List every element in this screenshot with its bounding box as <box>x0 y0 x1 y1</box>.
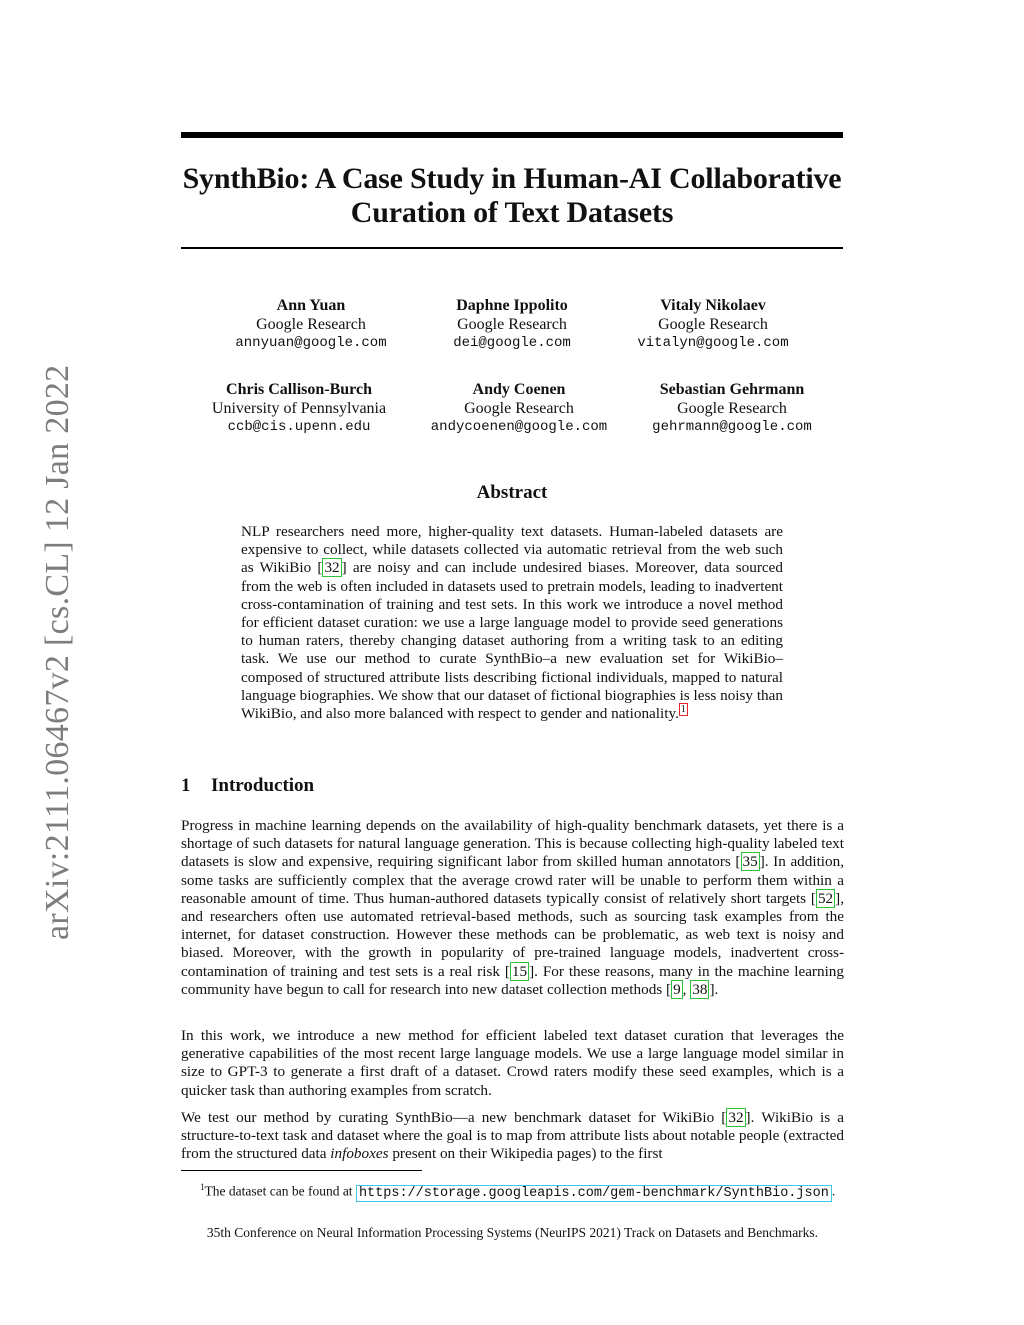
author-affiliation: Google Research <box>658 316 768 333</box>
author-name: Andy Coenen <box>472 381 566 398</box>
author-name: Ann Yuan <box>276 297 346 314</box>
intro-paragraph-1 <box>181 817 844 999</box>
conference-footer: 35th Conference on Neural Information Processing Systems (NeurIPS 2021) Track on Datasets and Benchmarks. <box>206 1225 819 1240</box>
citation-link[interactable]: 35 <box>742 853 758 871</box>
paper-title <box>150 162 874 230</box>
abstract-body <box>241 523 783 723</box>
citation-link[interactable]: 32 <box>728 1109 744 1126</box>
body-text: present on their Wikipedia pages) to the first <box>388 1145 663 1163</box>
footnote-text: . <box>831 1183 836 1199</box>
footnote-link[interactable]: 1 <box>680 703 686 715</box>
author-block <box>196 296 426 353</box>
footnote-text: The dataset can be found at <box>204 1183 356 1199</box>
section-heading <box>181 775 314 797</box>
author-email[interactable]: gehrmann@google.com <box>652 419 812 435</box>
citation-link[interactable]: 38 <box>692 980 708 998</box>
author-email[interactable]: ccb@cis.upenn.edu <box>227 419 371 435</box>
section-title: Introduction <box>211 775 315 796</box>
citation-link[interactable]: 15 <box>511 962 528 980</box>
footnote-rule <box>181 1170 422 1171</box>
citation-link[interactable]: 9 <box>673 980 681 998</box>
abstract-text: NLP researchers need more, higher-quality text datasets. Human-labeled datasets are expensive to collect, while datasets collected via automatic retrieval from the web such as WikiBio [ <box>241 523 783 577</box>
footnote-mark: 1 <box>200 1182 205 1192</box>
author-affiliation: Google Research <box>464 400 574 417</box>
section-number: 1 <box>181 775 191 796</box>
title-bottom-rule <box>181 247 843 249</box>
author-block <box>184 380 414 437</box>
author-email[interactable]: annyuan@google.com <box>235 335 387 351</box>
author-name: Chris Callison-Burch <box>226 381 372 398</box>
citation-link[interactable]: 32 <box>324 559 340 577</box>
author-affiliation: Google Research <box>457 316 567 333</box>
body-text: Progress in machine learning depends on the availability of high-quality benchmark datasets, yet there is a shortage of such datasets for natural language generation. This is because collecting high-quality labeled text datasets is slow and expensive, requiring significant labor from skilled human annotators [ <box>181 817 844 871</box>
body-text: , <box>682 980 691 998</box>
author-email[interactable]: dei@google.com <box>453 335 571 351</box>
title-top-rule <box>181 132 843 138</box>
author-email[interactable]: andycoenen@google.com <box>430 419 608 435</box>
author-block <box>397 296 627 353</box>
body-text: ]. WikiBio is a structure-to-text task and dataset where the goal is to map from attribute lists about notable people (extracted from the structured data <box>181 1109 844 1163</box>
dataset-url-link[interactable]: https://storage.googleapis.com/gem-benchmark/SynthBio.json <box>356 1185 832 1202</box>
author-affiliation: Google Research <box>677 400 787 417</box>
author-affiliation: University of Pennsylvania <box>211 400 387 417</box>
abstract-heading: Abstract <box>476 482 548 503</box>
title-line-1: SynthBio: A Case Study in Human-AI Collaborative <box>182 162 842 195</box>
author-block <box>617 380 847 437</box>
author-affiliation: Google Research <box>256 316 366 333</box>
abstract-text: ] are noisy and can include undesired biases. Moreover, data sourced from the web is often included in datasets used to pretrain models, leading to inadvertent cross-contamination of training and test sets. In this work we introduce a novel method for efficient dataset curation: we use a large language model to provide seed generations to human raters, thereby changing dataset authoring from a writing task to an editing task. We use our method to curate SynthBio–a new evaluation set for WikiBio– composed of structured attribute lists describing fictional individuals, mapped to natural language biographies. We show that our dataset of fictional biographies is less noisy than WikiBio, and also more balanced with respect to gender and nationality. <box>241 559 783 723</box>
body-text: ]. <box>709 980 719 998</box>
body-text: ]. In addition, some tasks are sufficiently complex that the average crowd rater will be unable to perform them within a reasonable amount of time. Thus human-authored datasets typically consist of relatively short targets [ <box>181 853 845 907</box>
arxiv-identifier: arXiv:2111.06467v2 [cs.CL] 12 Jan 2022 <box>39 364 76 940</box>
author-email[interactable]: vitalyn@google.com <box>637 335 789 351</box>
author-block <box>598 296 828 353</box>
footnote <box>200 1178 860 1203</box>
emphasis-text: infoboxes <box>330 1145 389 1163</box>
author-name: Vitaly Nikolaev <box>660 297 766 314</box>
body-text: ]. For these reasons, many in the machine learning community have begun to call for research into new dataset collection methods [ <box>181 962 844 998</box>
author-name: Sebastian Gehrmann <box>659 381 805 398</box>
citation-link[interactable]: 52 <box>817 889 834 907</box>
intro-paragraph-3 <box>181 1109 844 1164</box>
author-block <box>404 380 634 437</box>
author-name: Daphne Ippolito <box>456 297 568 314</box>
body-text: ], and researchers often use automated retrieval-based methods, such as sourcing task examples from the internet, for dataset construction. However these methods can be problematic, as web text is noisy and biased. Moreover, with the growth in popularity of pre-trained language models, inadvertent cross-contamination of training and test sets is a real risk [ <box>181 889 844 980</box>
body-text: We test our method by curating SynthBio—a new benchmark dataset for WikiBio [ <box>181 1109 727 1126</box>
title-line-2: Curation of Text Datasets <box>350 196 674 229</box>
intro-paragraph-2: In this work, we introduce a new method for efficient labeled text dataset curation that leverages the generative capabilities of the most recent large language models. We use a large language model similar in size to GPT-3 to generate a first draft of a dataset. Crowd raters modify these seed examples, which is a quicker task than authoring examples from scratch. <box>181 1027 844 1099</box>
